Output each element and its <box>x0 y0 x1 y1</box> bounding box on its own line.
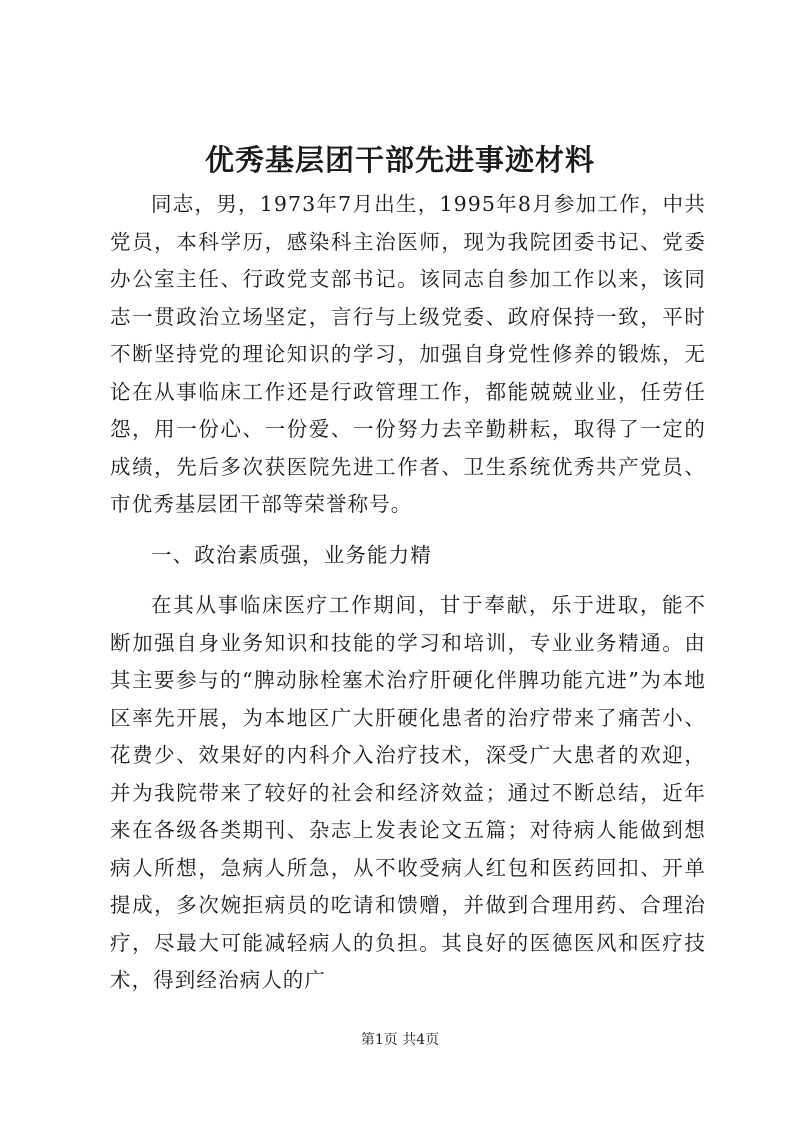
paragraph-section-1: 在其从事临床医疗工作期间，甘于奉献，乐于进取，能不断加强自身业务知识和技能的学习和培训，专业业务精通。由其主要参与的“脾动脉栓塞术治疗肝硬化伴脾功能亢进”为本地区率先开展，为本地区广大肝硬化患者的治疗带来了痛苦小、花费少、效果好的内科介入治疗技术，深受广大患者的欢迎，并为我院带来了较好的社会和经济效益；通过不断总结，近年来在各级各类期刊、杂志上发表论文五篇；对待病人能做到想病人所想，急病人所急，从不收受病人红包和医药回扣、开单提成，多次婉拒病员的吃请和馈赠，并做到合理用药、合理治疗，尽最大可能减轻病人的负担。其良好的医德医风和医疗技术，得到经治病人的广 <box>110 593 706 992</box>
paragraph-gap <box>110 574 706 587</box>
document-body <box>110 186 706 1000</box>
paragraph-intro: 同志，男，1973年7月出生，1995年8月参加工作，中共党员，本科学历，感染科主治医师，现为我院团委书记、党委办公室主任、行政党支部书记。该同志自参加工作以来，该同志一贯政治立场坚定，言行与上级党委、政府保持一致，平时不断坚持党的理论知识的学习，加强自身党性修养的锻炼，无论在从事临床工作还是行政管理工作，都能兢兢业业，任劳任怨，用一份心、一份爱、一份努力去辛勤耕耘，取得了一定的成绩，先后多次获医院先进工作者、卫生系统优秀共产党员、市优秀基层团干部等荣誉称号。 <box>110 192 706 516</box>
section-heading: 一、政治素质强，业务能力精 <box>151 542 432 567</box>
paragraph-gap <box>110 524 706 537</box>
document-title: 优秀基层团干部先进事迹材料 <box>204 143 595 177</box>
page-number-footer: 第1页 共4页 <box>360 1032 440 1048</box>
